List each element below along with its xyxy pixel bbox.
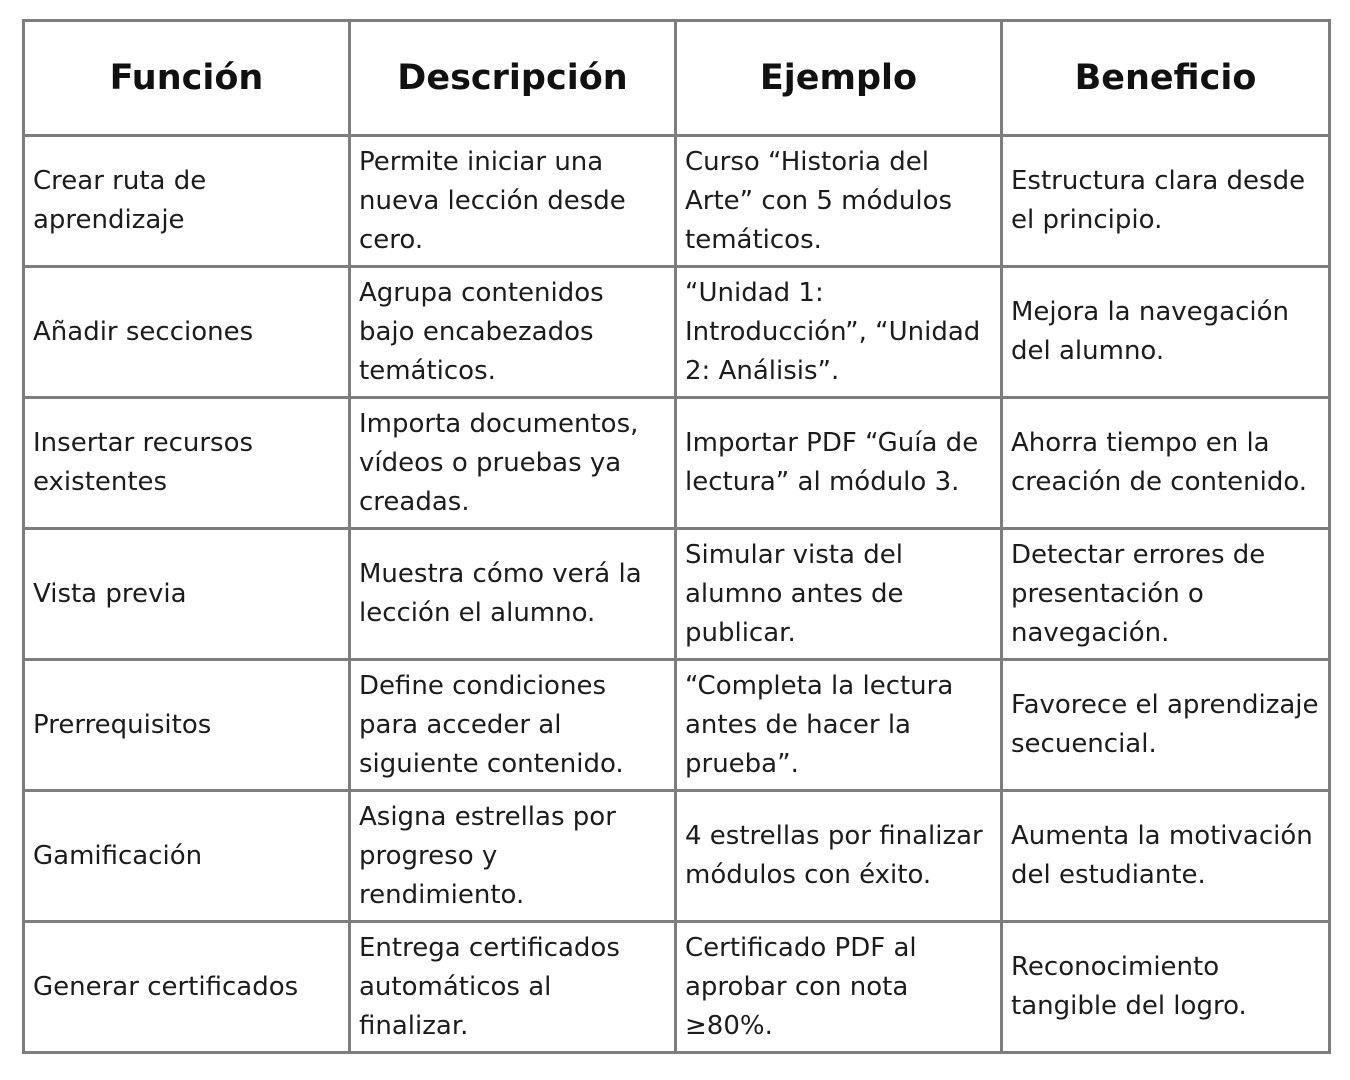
- header-row: [24, 21, 1330, 136]
- header-beneficio: Beneficio: [1002, 21, 1330, 136]
- cell-funcion: Crear ruta de aprendizaje: [24, 136, 350, 267]
- header-funcion: Función: [24, 21, 350, 136]
- cell-ejemplo: Importar PDF “Guía de lectura” al módulo 3.: [676, 398, 1002, 529]
- cell-beneficio: Favorece el aprendizaje secuencial.: [1002, 660, 1330, 791]
- features-table: [22, 19, 1331, 1054]
- table-row: [24, 136, 1330, 267]
- cell-ejemplo: Curso “Historia del Arte” con 5 módulos temáticos.: [676, 136, 1002, 267]
- cell-funcion: Vista previa: [24, 529, 350, 660]
- header-descripcion: Descripción: [350, 21, 676, 136]
- cell-beneficio: Aumenta la motivación del estudiante.: [1002, 791, 1330, 922]
- table-row: [24, 398, 1330, 529]
- cell-ejemplo: “Unidad 1: Introducción”, “Unidad 2: Análisis”.: [676, 267, 1002, 398]
- cell-descripcion: Importa documentos, vídeos o pruebas ya creadas.: [350, 398, 676, 529]
- cell-funcion: Generar certificados: [24, 922, 350, 1053]
- table-row: [24, 922, 1330, 1053]
- table-row: [24, 660, 1330, 791]
- cell-beneficio: Detectar errores de presentación o navegación.: [1002, 529, 1330, 660]
- cell-ejemplo: Simular vista del alumno antes de publicar.: [676, 529, 1002, 660]
- cell-descripcion: Define condiciones para acceder al siguiente contenido.: [350, 660, 676, 791]
- cell-beneficio: Estructura clara desde el principio.: [1002, 136, 1330, 267]
- table-row: [24, 267, 1330, 398]
- cell-ejemplo: “Completa la lectura antes de hacer la prueba”.: [676, 660, 1002, 791]
- table-row: [24, 791, 1330, 922]
- cell-descripcion: Permite iniciar una nueva lección desde cero.: [350, 136, 676, 267]
- cell-funcion: Prerrequisitos: [24, 660, 350, 791]
- cell-descripcion: Entrega certificados automáticos al finalizar.: [350, 922, 676, 1053]
- cell-funcion: Gamificación: [24, 791, 350, 922]
- cell-descripcion: Muestra cómo verá la lección el alumno.: [350, 529, 676, 660]
- cell-beneficio: Mejora la navegación del alumno.: [1002, 267, 1330, 398]
- cell-beneficio: Reconocimiento tangible del logro.: [1002, 922, 1330, 1053]
- cell-descripcion: Asigna estrellas por progreso y rendimiento.: [350, 791, 676, 922]
- header-ejemplo: Ejemplo: [676, 21, 1002, 136]
- cell-ejemplo: 4 estrellas por finalizar módulos con éxito.: [676, 791, 1002, 922]
- cell-funcion: Insertar recursos existentes: [24, 398, 350, 529]
- cell-ejemplo: Certificado PDF al aprobar con nota ≥80%.: [676, 922, 1002, 1053]
- cell-beneficio: Ahorra tiempo en la creación de contenido.: [1002, 398, 1330, 529]
- table-row: [24, 529, 1330, 660]
- cell-funcion: Añadir secciones: [24, 267, 350, 398]
- cell-descripcion: Agrupa contenidos bajo encabezados temáticos.: [350, 267, 676, 398]
